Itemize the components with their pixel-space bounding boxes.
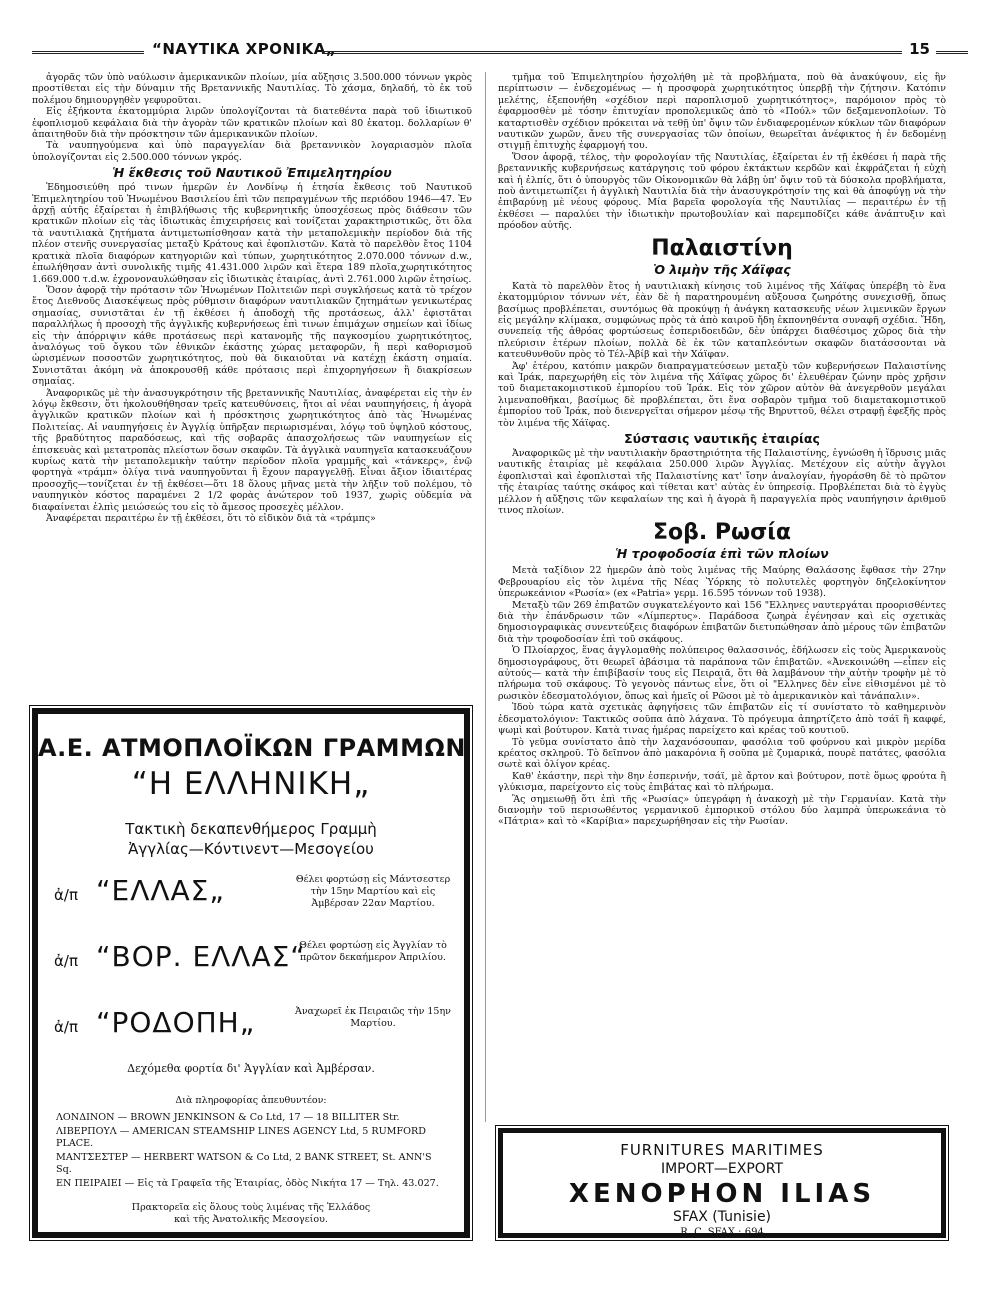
- publication-title: “ΝΑΥΤΙΚΑ ΧΡΟΝΙΚΑ„: [152, 40, 337, 58]
- article-paragraph: Ἂς σημειωθῇ ὅτι ἐπὶ τῆς «Ρωσίας» ὑπεγράφη ἡ ἀνακοχὴ μὲ τὴν Γερμανίαν. Κατὰ τὴν διανομὴν τοῦ περισωθέντος γερμανικοῦ ἐμπορικοῦ στόλου δύο λαμπρὰ ὑπερωκεάνια τὸ «Πάτρια» καὶ τὸ «Καρίβια» παρεχωρήθησαν εἰς τὴν Ρωσίαν.: [498, 793, 946, 828]
- article-paragraph: Εἰς ἐξήκοντα ἑκατομμύρια λιρῶν ὑπολογίζονται τὰ διατεθέντα παρὰ τοῦ ἰδιωτικοῦ ἐφοπλισμοῦ κεφάλαια διὰ τὴν ἀγορὰν τῶν κρατικῶν πλοίων καὶ 80 ἑκατομ. δολλαρίων θ' ἀπαιτηθοῦν διὰ τὴν πρόσκτησιν τῶν ἀμερικανικῶν πλοίων.: [32, 106, 472, 141]
- ad-footer: [38, 1202, 464, 1226]
- ship-name: “ΒΟΡ. ΕΛΛΑΣ“: [96, 940, 306, 973]
- maritime-furniture-advertisement: [498, 1128, 946, 1238]
- ship-entry: [38, 1000, 464, 1056]
- ad-right-rc: R. C. SFAX : 694: [680, 1227, 764, 1238]
- ship-name: “ΡΟΔΟΠΗ„: [96, 1006, 256, 1039]
- ad-right-name: XENOPHON ILIAS: [568, 1179, 876, 1209]
- article-paragraph: Ἰδοὺ τώρα κατὰ σχετικὰς ἀφηγήσεις τῶν ἐπιβατῶν εἰς τί συνίστατο τὸ καθημερινὸν ἐδεσματολόγιον: Τακτικῶς σοῦπα ἀπὸ λάχανα. Τὸ πρόγευμα ἀπηρτίζετο ἀπὸ τσάϊ ἢ καφφέ, ψωμὶ καὶ βούτυρον. Κατὰ τινας ἡμέρας παρείχετο καὶ κρέας τοῦ κουτιοῦ.: [498, 702, 946, 737]
- ad-service-line: Τακτικὴ δεκαπενθήμερος Γραμμὴ: [125, 820, 377, 838]
- ship-prefix: ἀ/π: [54, 952, 78, 970]
- ad-footer-line: Πρακτορεῖα εἰς ὅλους τοὺς λιμένας τῆς Ἑλλάδος: [131, 1202, 371, 1213]
- header-rule-middle: [322, 51, 902, 54]
- right-column: [498, 72, 946, 828]
- article-paragraph: τμῆμα τοῦ Ἐπιμελητηρίου ἠσχολήθη μὲ τὰ προβλήματα, ποὺ θὰ ἀνακύψουν, εἰς ἣν περίπτωσιν — ἐνδεχομένως — ἡ προσφορὰ χωρητικότητος ὑπερβῇ τὴν ζήτησιν. Κατόπιν μελέτης, ἐξεπονήθη «σχέδιον περὶ παροπλισμοῦ χωρητικότητος», παρόμοιον πρὸς τὸ ἐφαρμοσθὲν μὲ τόσην ἐπιτυχίαν προπολεμικῶς ἀπὸ τὸ «Πούλ» τῶν δεξαμενοπλοίων. Τὸ καταρτισθὲν σχέδιον πρόκειται νὰ τεθῇ ὑπ' ὄψιν τῶν ἐνδιαφερομένων κύκλων τῶν διαφόρων ναυτικῶν χωρῶν, ἄνευ τῆς συνεργασίας τῶν ὁποίων, θεωρεῖται ἀνέφικτος ἡ ἐν δεδομένῃ στιγμῇ ἐπιτυχὴς ἐφαρμογή του.: [498, 72, 946, 152]
- article-paragraph: Ἐδημοσιεύθη πρό τινων ἡμερῶν ἐν Λονδίνῳ ἡ ἐτησία ἔκθεσις τοῦ Ναυτικοῦ Ἐπιμελητηρίου τοῦ Ἡνωμένου Βασιλείου ἐπὶ τῶν πεπραγμένων τῆς περιόδου 1946—47. Ἐν ἀρχῇ αὐτῆς ἐξαίρεται ἡ ἐπιβλήθωσις τῆς κυβερνητικῆς ὑποσχέσεως πρὸς διάθεσιν τῶν κρατικῶν πλοίων εἰς τὰς ἰδιωτικὰς ἐπιχειρήσεις καὶ τονίζεται χαρακτηριστικῶς, ὅτι ὅλα τὰ ναυτιλιακὰ ζητήματα ἀντιμετωπίσθησαν κατὰ τὴν μεταπολεμικὴν περίοδον διὰ τῆς πλέον στενῆς συνεργασίας μεταξὺ Κράτους καὶ ἐφοπλιστῶν. Κατὰ τὸ παρελθὸν ἔτος 1104 κρατικὰ πλοῖα διαφόρων κατηγοριῶν καὶ τύπων, χωρητικότητος 2.070.000 τόννων d.w., ἐπωλήθησαν ἀντὶ συνολικῆς τιμῆς 41.431.000 λιρῶν καὶ ἕτερα 189 πλοῖα,χωρητικότητος 1.669.000 τ.d.w. ἐχρονοναυλώθησαν εἰς ἰδιωτικὰς ἑταιρίας, ἀντὶ 2.761.000 λιρῶν ἐτησίως.: [32, 182, 472, 285]
- ad-cargo-note: Δεχόμεθα φορτία δι' Ἀγγλίαν καὶ Ἀμβέρσαν.: [127, 1062, 375, 1075]
- article-paragraph: Κατὰ τὸ παρελθὸν ἔτος ἡ ναυτιλιακὴ κίνησις τοῦ λιμένος τῆς Χάϊφας ὑπερέβη τὸ ἕνα ἑκατομμύριον τόννων νέτ, ἐὰν δὲ ἡ παρατηρουμένη αὔξουσα ζωηρότης συνεχισθῇ, ὅπως βασίμως προβλέπεται, συντόμως θὰ προκύψῃ ἡ ἀνάγκη κατασκευῆς νέων λιμενικῶν ἔργων εἰς μεγάλην κλίμακα, συμφώνως πρὸς τὰ ἀπὸ καιροῦ ἤδη ἐκπονηθέντα συναφῆ σχέδια. Ἤδη, συνεπείᾳ τῆς ἀθρόας φορτώσεως ἐσπεριδοειδῶν, δὲν ὑπάρχει διαθέσιμος χῶρος διὰ τὴν πλεύρισιν ἑτέρων πλοίων, πολλὰ δὲ ἐκ τῶν καταπλεόντων σκαφῶν διατάσσονται νὰ κατευθυνθοῦν πρὸς τὸ Τέλ-Ἀβίβ καὶ τὴν Χάϊφαν.: [498, 280, 946, 361]
- ship-name: “ΕΛΛΑΣ„: [96, 874, 225, 907]
- article-paragraph: ἀγορᾶς τῶν ὑπὸ ναύλωσιν ἀμερικανικῶν πλοίων, μία αὔξησις 3.500.000 τόννων γκρὸς προστίθεται εἰς τὴν δύναμιν τῆς Βρεταννικῆς Ναυτιλίας. Τὸ χάσμα, δηλαδή, τὸ ἐκ τοῦ πολέμου δημιουργηθὲν γεφυροῦται.: [32, 72, 472, 106]
- article-paragraph: Μεταξὺ τῶν 269 ἐπιβατῶν συγκατελέγοντο καὶ 156 "Ελληνες ναυτεργάται προορισθέντες διὰ τὴν ἐπάνδρωσιν τῶν «Λίμπερτυς». Παράδοσα ζωηρὰ ἐγένησαν καὶ εἰς σχετικὰς δημοσιογραφικὰς συνεντεύξεις διαφόρων ἐπιβατῶν διετυπώθησαν ἀπὸ μέρους τῶν ἐπιβατῶν διὰ τὴν τροφοδοσίαν ἐπὶ τοῦ σκάφους.: [498, 599, 946, 645]
- ad-company-name: Α.Ε. ΑΤΜΟΠΛΟΪΚΩΝ ΓΡΑΜΜΩΝ: [38, 734, 466, 762]
- agent-entry: ΛΙΒΕΡΠΟΥΛ — AMERICAN STEAMSHIP LINES AGENCY Ltd, 5 RUMFORD PLACE.: [56, 1125, 426, 1149]
- article-paragraph: Ἀναφορικῶς μὲ τὴν ναυτιλιακὴν δραστηριότητα τῆς Παλαιστίνης, ἐγνώσθη ἡ ἵδρυσις μιᾶς ναυτικῆς ἑταιρίας μὲ κεφάλαια 250.000 λιρῶν Ἀγγλίας. Μετέχουν εἰς αὐτὴν ἄγγλοι ἐφοπλισταὶ καὶ ἐφοπλισταὶ τῆς Παλαιστίνης κατ' ἴσην ἀναλογίαν, ἠγοράσθη δὲ τὸ πρῶτον τῆς ἑταιρίας ταύτης σκάφος καὶ τίθεται κατ' αὐτὰς ἐν ὑπηρεσίᾳ. Προβλέπεται διὰ τὸ ἐγγὺς μέλλον ἡ αὔξησις τῶν κεφαλαίων της καὶ ἡ ἀγορὰ ἢ παραγγελία πρὸς ναυπήγησιν ἀριθμοῦ τινος πλοίων.: [498, 447, 946, 516]
- agent-entry: ΜΑΝΤΣΕΣΤΕΡ — HERBERT WATSON & Co Ltd, 2 BANK STREET, St. ANN'S Sq.: [56, 1151, 432, 1175]
- header-rule-left: [32, 51, 144, 54]
- article-paragraph: Τὰ ναυπηγούμενα καὶ ὑπὸ παραγγελίαν διὰ βρεταννικὸν λογαριασμὸν πλοῖα ὑπολογίζονται εἰς 2.500.000 τόννων γκρός.: [32, 140, 472, 163]
- article-paragraph: Ἀναφορικῶς μὲ τὴν ἀνασυγκρότησιν τῆς βρεταννικῆς Ναυτιλίας, ἀναφέρεται εἰς τὴν ἐν λόγῳ ἔκθεσιν, ὅτι ἠκολουθήθησαν τρεῖς κατευθύνσεις, ἤτοι αἱ νέαι ναυπηγήσεις, ἡ ἀγορὰ ἀγγλικῶν κρατικῶν πλοίων καὶ ἡ πρόσκτησις χωρητικότητος ἀπὸ τὰς Ἡνωμένας Πολιτείας. Αἱ ναυπηγήσεις ἐν Ἀγγλίᾳ ὑπῆρξαν περιωρισμέναι, λόγῳ τοῦ ὑψηλοῦ κόστους, τῆς βραδύτητος παραδόσεως, καὶ τῆς σοβαρᾶς ἀπασχολήσεως τῶν ναυπηγείων εἰς ἐπισκευὰς καὶ μετατροπὰς πλείστων ὅσων σκαφῶν. Τὰ ἀγγλικὰ ναυπηγεῖα κατασκευάζουν κυρίως κατὰ τὴν μεταπολεμικὴν ταύτην περίοδον πλοῖα γραμμῆς καὶ «τάνκερς», ἐνῷ φορτηγὰ «τράμπ» ὀλίγα τινὰ ναυπηγοῦνται ἢ ἔχουν παραγγελθῇ. Εἶναι ἄξιον ἰδιαιτέρας προσοχῆς—τονίζεται ἐν τῇ ἐκθέσει—ὅτι 18 ὅλους μῆνας μετὰ τὴν λῆξιν τοῦ πολέμου, τὸ ναυπηγικὸν κόστος παραμένει 2 1/2 φορὰς ἀνώτερον τοῦ 1937, χωρὶς οὐδεμία νὰ διαφαίνεται ἐλπὶς μειώσεώς του εἰς τὸ ἄμεσος προσεχὲς μέλλον.: [32, 387, 472, 513]
- agent-entry: ΛΟΝΔΙΝΟΝ — BROWN JENKINSON & Co Ltd, 17 — 18 BILLITER Str.: [56, 1112, 400, 1123]
- page-header: [32, 40, 968, 62]
- header-rule-right: [936, 51, 968, 54]
- article-paragraph: Καθ' ἑκάστην, περὶ τὴν 8ην ἑσπερινήν, τσάϊ, μὲ ἄρτον καὶ βούτυρον, ποτὲ ὅμως φρούτα ἢ γλύκισμα, παρείχοντο εἰς τοὺς ἐπιβάτας καὶ τὸ πλήρωμα.: [498, 770, 946, 794]
- article-paragraph: Τὸ γεῦμα συνίστατο ἀπὸ τὴν λαχανόσουπαν, φασόλια τοῦ φούρνου καὶ μικρὸν μερίδα κρέατος σκληροῦ. Τὸ δεῖπνον ἀπὸ μακαρόνια ἢ σοῦπα μὲ ζυμαρικά, πουρὲ πατάτες, φασόλια σωτὲ καὶ ὀλίγον κρέας.: [498, 736, 946, 771]
- ad-right-city: SFAX (Tunisie): [672, 1209, 772, 1225]
- article-paragraph: Ὅσον ἀφορᾷ, τέλος, τὴν φορολογίαν τῆς Ναυτιλίας, ἐξαίρεται ἐν τῇ ἐκθέσει ἡ παρὰ τῆς βρεταννικῆς κυβερνήσεως κατάργησις τοῦ φόρου ἐκτάκτων κερδῶν καὶ ἐκφράζεται ἡ εὐχὴ καὶ ἡ ἐλπίς, ὅτι ὁ ὑπουργὸς τῶν Οἰκονομικῶν θὰ λάβῃ ὑπ' ὄψιν τοῦ τὰ δύσκολα προβλήματα, ποὺ ἀντιμετωπίζει ἡ ἀγγλικὴ Ναυτιλία διὰ τὴν ἀνασυγκρότησίν της καὶ θὰ ἀποφύγῃ νὰ τὴν ἐπιβαρύνῃ μὲ νέους φόρους. Μία βαρεῖα φορολογία τῆς Ναυτιλίας — περαιτέρω ἐν τῇ ἐκθέσει — παραλύει τὴν ἰδιωτικὴν πρωτοβουλίαν καὶ παρεμποδίζει κάθε ἀνάπτυξιν καὶ πρόοδον αὐτῆς.: [498, 151, 946, 232]
- ship-schedule: Θέλει φορτώσῃ εἰς Μάντσεστερ τὴν 15ην Μαρτίου καὶ εἰς Ἀμβέρσαν 22αν Μαρτίου.: [295, 874, 451, 909]
- article-paragraph: Μετὰ ταξίδιον 22 ἡμερῶν ἀπὸ τοὺς λιμένας τῆς Μαύρης Θαλάσσης ἔφθασε τὴν 27ην Φεβρουαρίου εἰς τὸν λιμένα τῆς Νέας Ὑόρκης τὸ πολυτελὲς φορτηγὸν δηζελοκίνητον ὑπερωκεάνιον «Ρωσία» (ex «Patria» γερμ. 16.595 τόννων τοῦ 1938).: [498, 565, 946, 600]
- ship-entry: [38, 868, 464, 924]
- article-paragraph: Ὁ Πλοίαρχος, ἕνας ἀγγλομαθὴς πολύπειρος θαλασσινός, ἐδήλωσεν εἰς τοὺς Ἀμερικανοὺς δημοσιογράφους, ὅτι θεωρεῖ ἀβάσιμα τὰ παράπονα τῶν ἐπιβατῶν. «Ἀνεκοινώθη —εἶπεν εἰς αὐτούς— κατὰ τὴν ἐπιβίβασίν τους εἰς Πειραιᾶ, ὅτι θὰ λαμβάνουν τὴν αὐτὴν τροφὴν μὲ τὸ πλήρωμα τοῦ σκάφους. Τὸ γεγονὸς πάντως εἶνε, ὅτι οἱ "Ελληνες δὲν εἶνε εἰθισμένοι μὲ τὸ ρωσικὸν ἐδεσματολόγιον, ὅπως καὶ ἡμεῖς οἱ Ρῶσοι μὲ τὸ ἀμερικανικὸν καὶ τἀνάπαλιν».: [498, 645, 946, 702]
- shipping-line-advertisement: [32, 708, 470, 1238]
- company-heading: Σύστασις ναυτικῆς ἑταιρίας: [624, 430, 820, 446]
- ad-agents-list: [56, 1112, 446, 1190]
- ad-footer-line: καὶ τῆς Ἀνατολικῆς Μεσογείου.: [174, 1214, 328, 1225]
- article-paragraph: Ἀναφέρεται περαιτέρω ἐν τῇ ἐκθέσει, ὅτι τὸ εἰδικὸν διὰ τὰ «τράμπς»: [46, 513, 376, 525]
- palestine-subheading: Ὁ λιμὴν τῆς Χάϊφας: [653, 261, 791, 277]
- ad-info-label: Διὰ πληροφορίας ἀπευθυντέον:: [175, 1095, 327, 1106]
- section-heading: Ἡ ἔκθεσις τοῦ Ναυτικοῦ Ἐπιμελητηρίου: [112, 165, 392, 181]
- left-column: [32, 72, 472, 524]
- russia-heading: Σοβ. Ρωσία: [653, 520, 791, 546]
- ad-right-line2: IMPORT—EXPORT: [660, 1161, 784, 1177]
- ship-prefix: ἀ/π: [54, 886, 78, 904]
- ship-prefix: ἀ/π: [54, 1018, 78, 1036]
- column-divider: [485, 72, 486, 1122]
- ship-schedule: Θέλει φορτώσῃ εἰς Ἀγγλίαν τὸ πρῶτον δεκαήμερον Ἀπριλίου.: [299, 940, 447, 963]
- ship-entry: [38, 934, 464, 990]
- ad-right-line1: FURNITURES MARITIMES: [620, 1141, 824, 1159]
- article-paragraph: Ἀφ' ἑτέρου, κατόπιν μακρῶν διαπραγματεύσεων μεταξὺ τῶν κυβερνήσεων Παλαιστίνης καὶ Ἰράκ, παρεχωρήθη εἰς τὸν λιμένα τῆς Χάϊφας χῶρος δι' ἐλευθέραν ζώνην πρὸς χρῆσιν τοῦ διαμετακομιστικοῦ ἐμπορίου τοῦ Ἰράκ. Εἰς τὸν χῶρον αὐτὸν θὰ ἀνεγερθοῦν μεγάλαι λιμεναποθῆκαι, βασίμως δὲ προβλέπεται, ὅτι ἕνα σοβαρὸν τμῆμα τοῦ διαμετακομιστικοῦ ἐμπορίου τοῦ Ἰράκ, ποὺ διενεργεῖται σήμερον μέσῳ τῆς Βηρυττοῦ, θέλει στραφῇ ἐφεξῆς πρὸς τὸν λιμένα τῆς Χάϊφας.: [498, 360, 946, 429]
- ad-route-line: Ἀγγλίας—Κόντινεντ—Μεσογείου: [128, 840, 374, 858]
- ad-line-name: “Η ΕΛΛΗΝΙΚΗ„: [131, 766, 371, 802]
- palestine-heading: Παλαιστίνη: [651, 235, 793, 261]
- page-number: 15: [909, 40, 930, 58]
- russia-subheading: Ἡ τροφοδοσία ἐπὶ τῶν πλοίων: [615, 546, 829, 562]
- agent-entry: ΕΝ ΠΕΙΡΑΙΕΙ — Εἰς τὰ Γραφεῖα τῆς Ἑταιρίας, ὁδὸς Νικήτα 17 — Τηλ. 43.027.: [56, 1177, 439, 1189]
- ship-schedule: Ἀναχωρεῖ ἐκ Πειραιῶς τὴν 15ην Μαρτίου.: [295, 1006, 451, 1029]
- article-paragraph: Ὅσον ἀφορᾷ τὴν πρότασιν τῶν Ἡνωμένων Πολιτειῶν περὶ συγκλήσεως κατὰ τὸ τρέχον ἔτος Διεθνοῦς Διασκέψεως πρὸς ρύθμισιν διαφόρων ναυτιλιακῶν ζητημάτων γενικωτέρας σημασίας, συνιστᾶται ἐν τῇ ἐκθέσει ἡ ἀποδοχὴ τῆς προτάσεως, ἀλλ' ἐφιστᾶται παραλλήλως ἡ προσοχὴ τῆς ἀγγλικῆς κυβερνήσεως ἐπὶ τινων ἐπιμάχων σημείων καὶ ἰδίως εἰς τὴν ἀπόρριψιν κάθε προτάσεως περὶ κατανομῆς τῆς παγκοσμίου χωρητικότητος, ἀναλόγως τοῦ ὄγκου τῶν ἐθνικῶν ἑκάστης χώρας μεταφορῶν, ἢ περὶ καθορισμοῦ ὡρισμένων ποσοστῶν χωρητικότητος, ποὺ θὰ δικαιοῦται νὰ κατέχῃ ἑκάστη σημαία. Συνιστᾶται ἀκόμη νὰ ἀποκρουσθῇ κάθε πρότασις περὶ ἐπιχορηγήσεων ἢ διακρίσεων σημαίας.: [32, 284, 472, 388]
